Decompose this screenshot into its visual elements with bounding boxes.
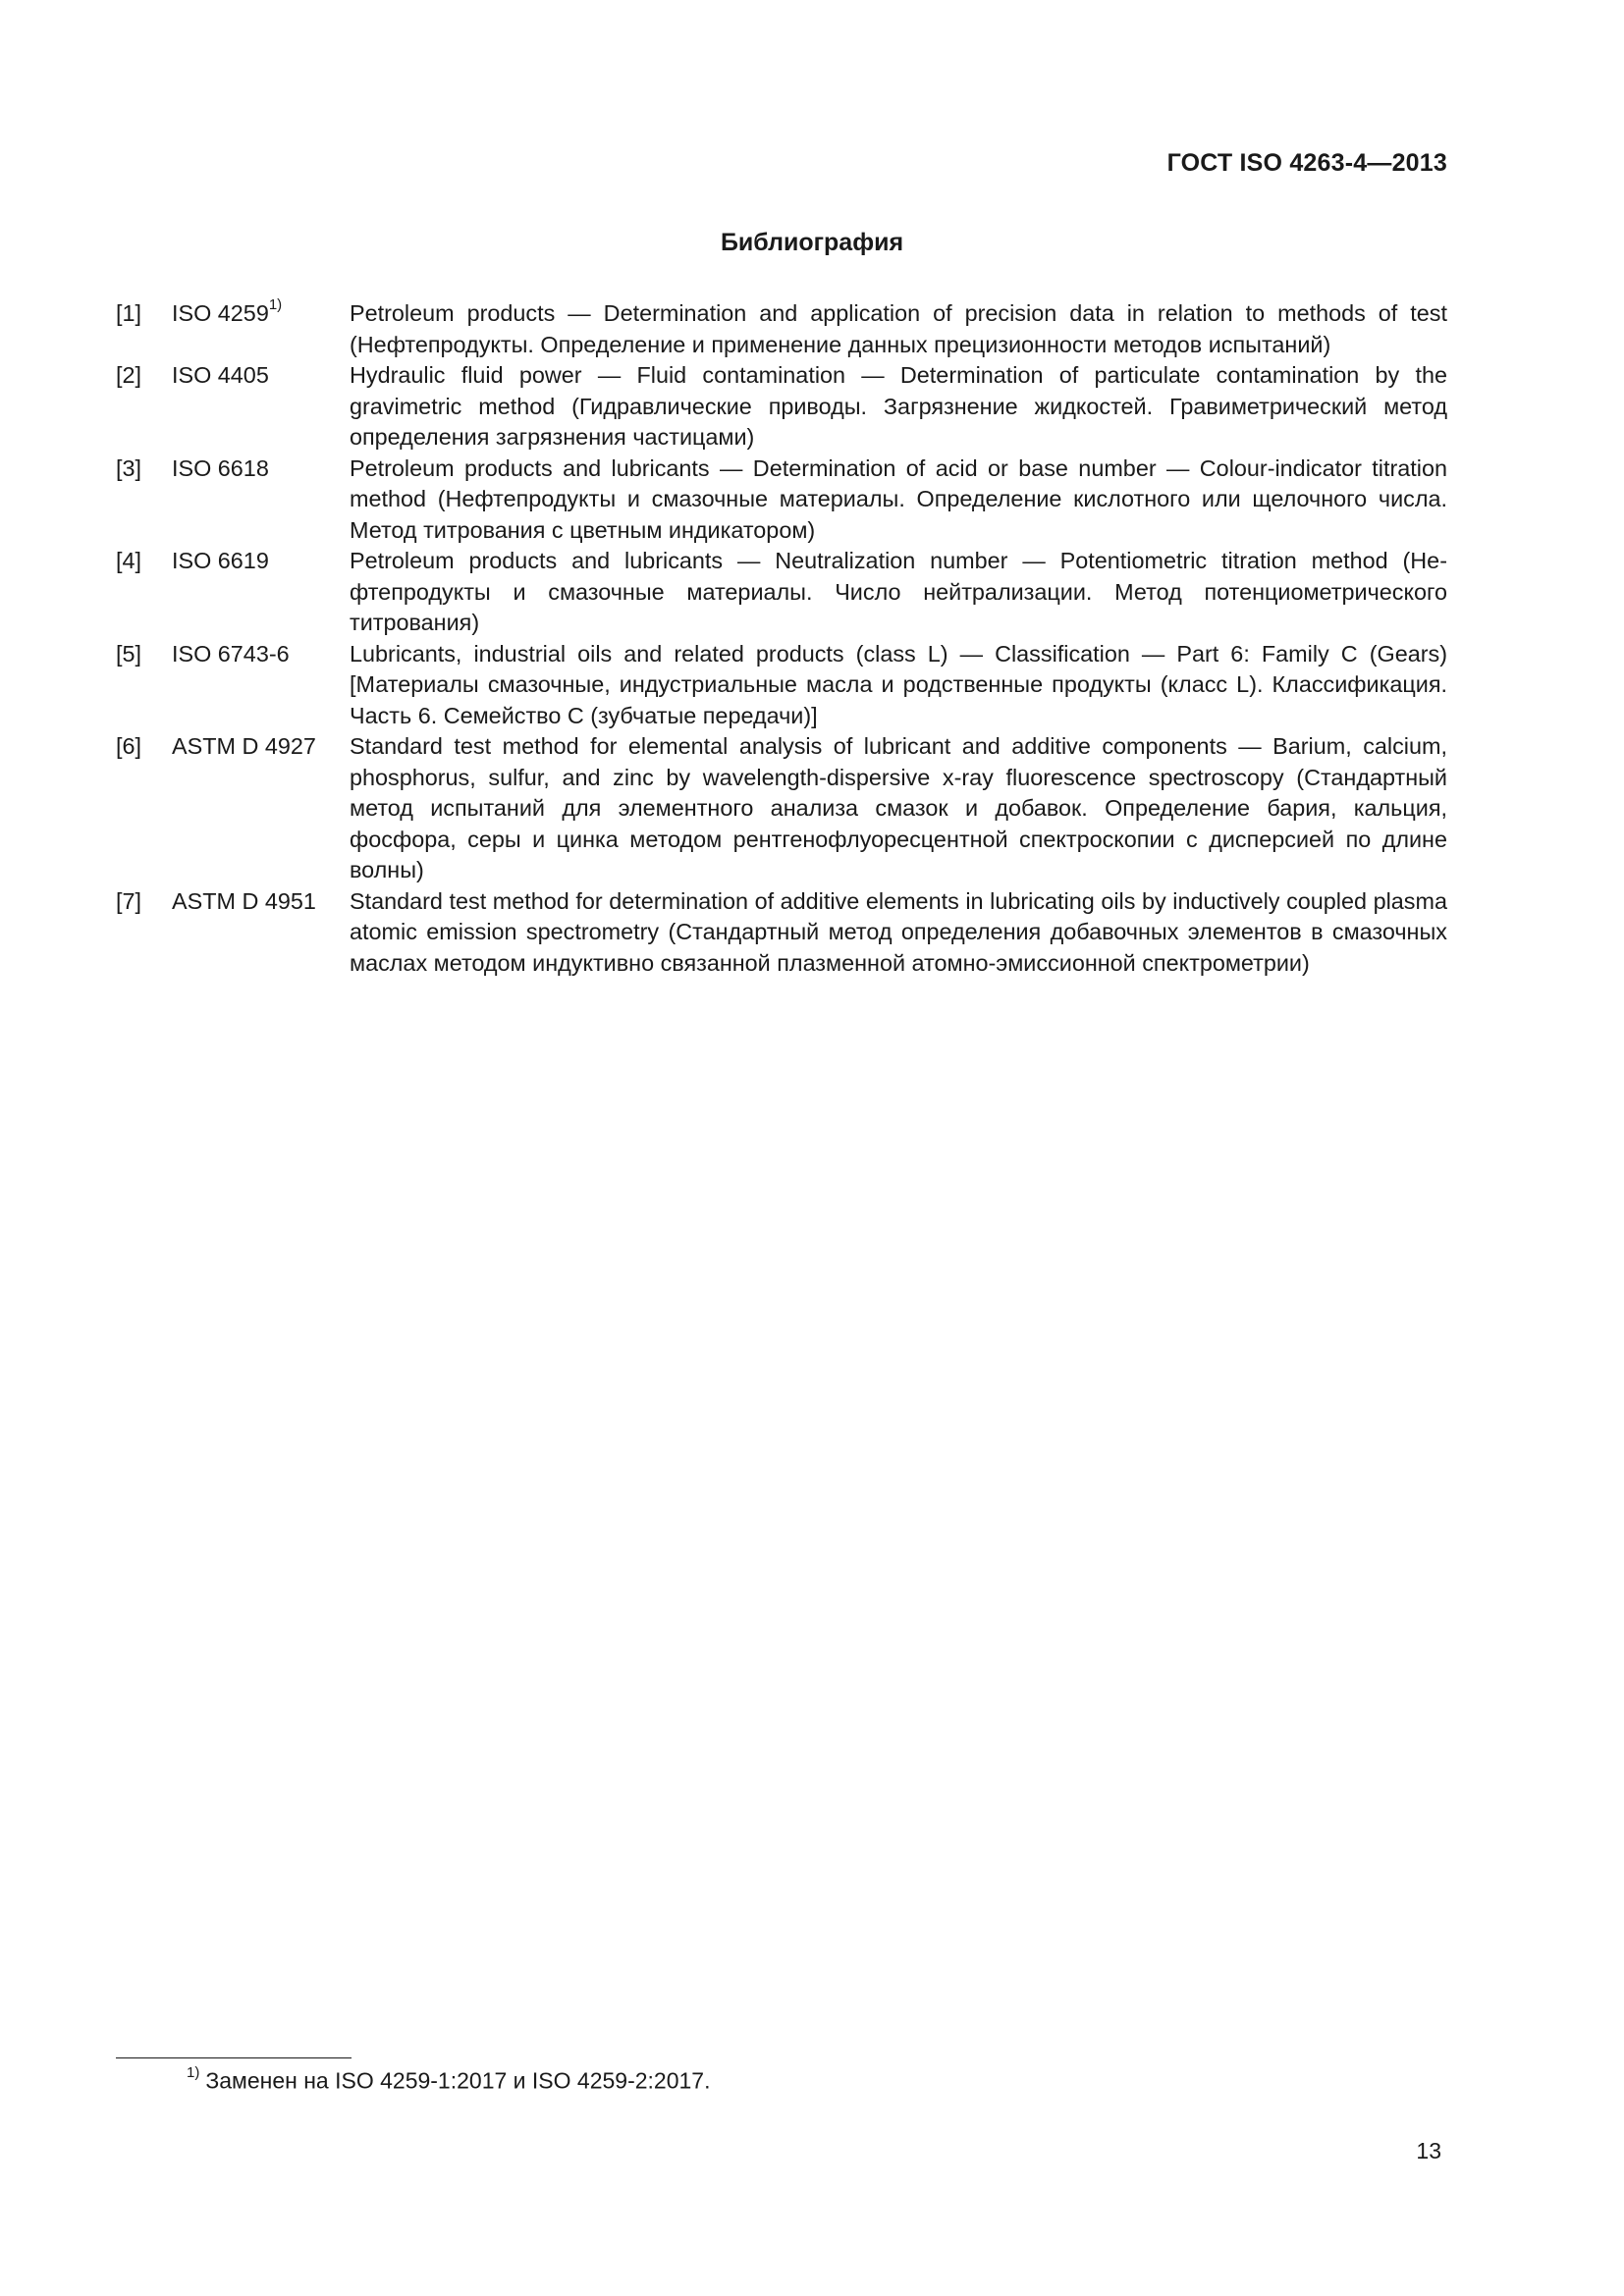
- footnote-divider: [116, 2057, 352, 2058]
- entry-number: [2]: [116, 362, 142, 388]
- bibliography-entry: [116, 546, 1447, 639]
- bibliography-list: [116, 298, 1447, 979]
- entry-title: Standard test method for determination of additive elements in lubricating oils by inductively coupled plasma atomic emission spectrometry (Стандартный метод определения добавочных элементов в смазочных маслах методом индуктивно связанной плазменной атомно-эмиссионной спектрометрии): [350, 887, 1447, 976]
- entry-number: [7]: [116, 887, 142, 914]
- entry-code-text: ISO 4259: [172, 300, 269, 326]
- entry-title: Petroleum products and lubricants — Determination of acid or base number — Colour-indicator titration method (Нефтепродукты и смазочные материалы. Определение кислотного или щелочного числа. Метод титрования с цветным индикатором): [350, 454, 1447, 543]
- entry-code: ASTM D 4951: [172, 887, 316, 914]
- bibliography-entry: [116, 454, 1447, 547]
- bibliography-entry: [116, 639, 1447, 732]
- standard-code: ГОСТ ISO 4263-4—2013: [1166, 149, 1447, 177]
- entry-number: [4]: [116, 548, 142, 573]
- entry-number: [3]: [116, 454, 142, 481]
- footnote-marker: 1): [268, 296, 283, 314]
- entry-number: [1]: [116, 300, 142, 326]
- section-title: Библиография: [720, 229, 904, 256]
- entry-number: [6]: [116, 733, 142, 759]
- entry-title: Lubricants, industrial oils and related products (class L) — Classification — Part 6: Family C (Gears) [Материалы смазочные, индустриальные масла и родственные продукты (класс L). Классификация. Часть 6. Семейство С (зубчатые передачи)]: [350, 640, 1447, 728]
- page-number: 13: [1416, 2138, 1441, 2163]
- footnote-text: Заменен на ISO 4259-1:2017 и ISO 4259-2:2017.: [205, 2067, 711, 2094]
- footnote: [187, 2064, 711, 2095]
- footnote-marker: 1): [187, 2064, 200, 2081]
- entry-code: ISO 6618: [172, 454, 269, 481]
- entry-title: Standard test method for elemental analysis of lubricant and additive components — Barium, calcium, phosphorus, sulfur, and zinc by wavelength-dispersive x-ray fluorescence spectroscopy (Стандартный метод испытаний для элементного анализа смазок и добавок. Определение бария, кальция, фосфора, серы и цинка методом рентгенофлуоресцентной спектроскопии с дисперсией по длине волны): [350, 733, 1447, 882]
- entry-title: Petroleum products — Determination and application of precision data in relation to methods of test (Нефтепродукты. Определение и применение данных прецизионности методов испытаний): [350, 300, 1447, 357]
- bibliography-entry: [116, 298, 1447, 360]
- entry-code: [172, 298, 350, 330]
- entry-code: ISO 6619: [172, 548, 269, 573]
- entry-code: ISO 6743-6: [172, 640, 290, 667]
- entry-title: Hydraulic fluid power — Fluid contamination — Determination of particulate contamination by the gravimetric method (Гидравлические приводы. Загрязнение жидкостей. Гравиметрический метод определения загрязнения частицами): [350, 362, 1447, 450]
- bibliography-entry: [116, 360, 1447, 454]
- entry-number: [5]: [116, 640, 142, 667]
- entry-code: ISO 4405: [172, 362, 269, 388]
- bibliography-entry: [116, 886, 1447, 980]
- entry-title: Petroleum products and lubricants — Neutralization number — Potentiometric titration method (Нефтепродукты и смазочные материалы. Число нейтрализации. Метод потенциометрического титрования): [350, 548, 1447, 635]
- entry-code: ASTM D 4927: [172, 733, 316, 759]
- bibliography-entry: [116, 731, 1447, 886]
